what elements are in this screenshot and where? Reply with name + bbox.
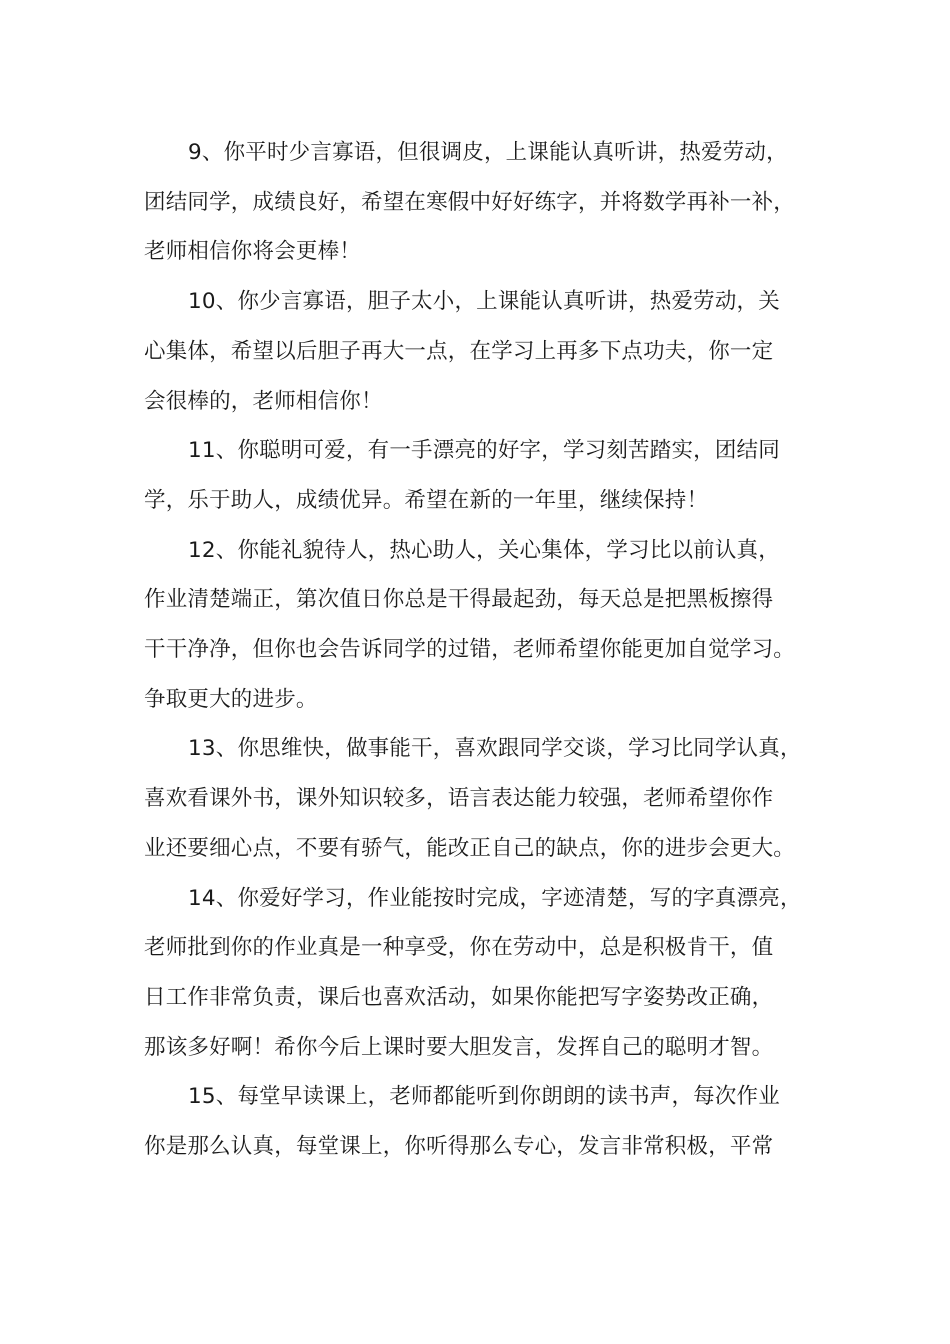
paragraph-line: 争取更大的进步。 [144, 686, 318, 712]
paragraph-line: 老师相信你将会更棒！ [144, 239, 362, 265]
paragraph-line: 老师批到你的作业真是一种享受，你在劳动中，总是积极肯干，值 [144, 935, 774, 961]
paragraph-line: 团结同学，成绩良好，希望在寒假中好好练字，并将数学再补一补， [144, 189, 796, 215]
paragraph-line: 13、你思维快，做事能干，喜欢跟同学交谈，学习比同学认真， [188, 736, 802, 762]
comment-paragraph-13 [144, 724, 830, 873]
paragraph-line: 那该多好啊！希你今后上课时要大胆发言，发挥自己的聪明才智。 [144, 1034, 774, 1060]
paragraph-line: 日工作非常负责，课后也喜欢活动，如果你能把写字姿势改正确， [144, 984, 774, 1010]
paragraph-line: 11、你聪明可爱，有一手漂亮的好字，学习刻苦踏实，团结同 [188, 438, 780, 464]
paragraph-line: 作业清楚端正，第次值日你总是干得最起劲，每天总是把黑板擦得 [144, 587, 774, 613]
comment-paragraph-14 [144, 874, 830, 1073]
paragraph-line: 14、你爱好学习，作业能按时完成，字迹清楚，写的字真漂亮， [188, 885, 802, 911]
paragraph-line: 会很棒的，老师相信你！ [144, 388, 383, 414]
comment-paragraph-15 [144, 1072, 830, 1171]
paragraph-line: 学，乐于助人，成绩优异。希望在新的一年里，继续保持！ [144, 487, 709, 513]
paragraph-line: 10、你少言寡语，胆子太小，上课能认真听讲，热爱劳动，关 [188, 289, 780, 315]
paragraph-line: 12、你能礼貌待人，热心助人，关心集体，学习比以前认真， [188, 537, 780, 563]
comment-paragraph-12 [144, 526, 830, 725]
comment-paragraph-10 [144, 277, 830, 426]
comment-paragraph-11 [144, 426, 830, 525]
paragraph-line: 9、你平时少言寡语，但很调皮，上课能认真听讲，热爱劳动， [188, 140, 788, 165]
paragraph-line: 15、每堂早读课上，老师都能听到你朗朗的读书声，每次作业 [188, 1084, 780, 1110]
paragraph-line: 干干净净，但你也会告诉同学的过错，老师希望你能更加自觉学习。 [144, 637, 796, 663]
paragraph-line: 你是那么认真，每堂课上，你听得那么专心，发言非常积极，平常 [144, 1134, 774, 1160]
paragraph-line: 业还要细心点，不要有骄气，能改正自己的缺点，你的进步会更大。 [144, 835, 796, 861]
comment-paragraph-9 [144, 128, 830, 277]
paragraph-line: 心集体，希望以后胆子再大一点，在学习上再多下点功夫，你一定 [144, 338, 774, 364]
paragraph-line: 喜欢看课外书，课外知识较多，语言表达能力较强，老师希望你作 [144, 786, 774, 812]
